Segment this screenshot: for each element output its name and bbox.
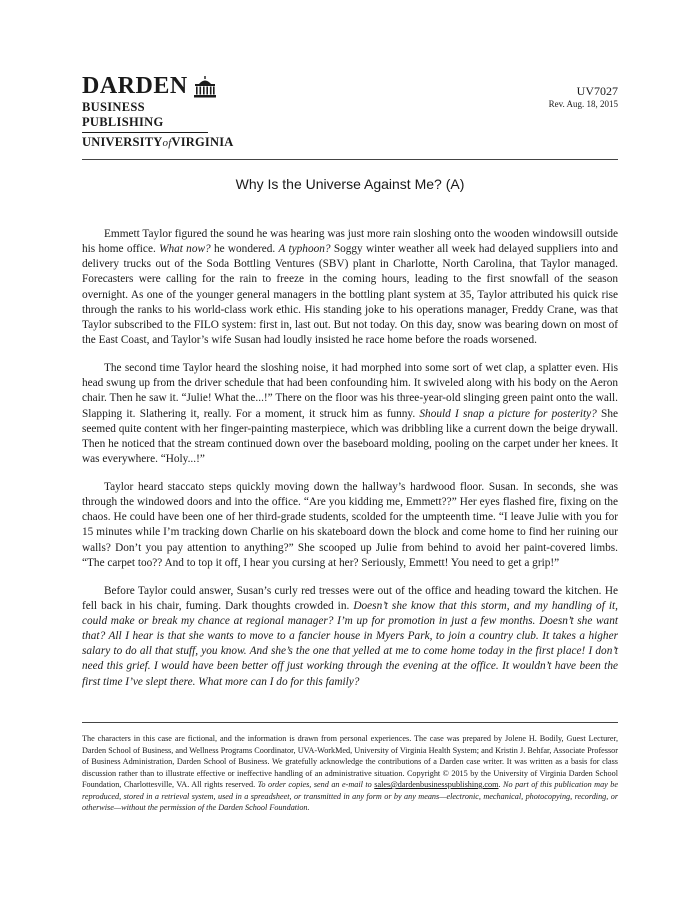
- case-title: Why Is the Universe Against Me? (A): [235, 176, 465, 192]
- paragraph-4: [82, 584, 618, 690]
- email-link[interactable]: sales@dardenbusinesspublishing.com: [374, 780, 499, 789]
- logo-virginia: VIRGINIA: [171, 135, 234, 149]
- logo-university-of-virginia: [82, 135, 234, 150]
- p1-text-a: Emmett Taylor figured the sound he was hearing was just more rain sloshing onto the wooden windowsill outside his home office.: [82, 228, 618, 256]
- rotunda-icon: [192, 76, 218, 98]
- p1-italic-2: A typhoon?: [278, 243, 331, 256]
- p1-text-b: he wondered.: [210, 243, 279, 256]
- footnote-italic-1: To order copies, send an e-mail to: [257, 780, 372, 789]
- logo-business-publishing: BUSINESS PUBLISHING: [82, 100, 164, 129]
- footnote-text-a: The characters in this case are fictional, and the information is drawn from personal experiences. The case was prepared by Jolene H. Bodily, Guest Lecturer, Darden School of Business, and Wellness Programs Coordinator, UVA-WorkMed, University of Virginia Health System; and Kristin J. Behfar, Associate Professor of Business Administration, Darden School of Business. We gratefully acknowledge the contributions of a Darden case writer. It was written as a basis for class discussion rather than to illustrate effective or ineffective handling of an administrative situation. Copyright © 2015 by the University of Virginia Darden School Foundation, Charlottesville, VA. All rights reserved.: [82, 734, 618, 789]
- p2-text-b: She seemed quite content with her finger-painting masterpiece, which was dribbling like a current down the beige drywall. Then he noticed that the stream continued down over the baseboard molding, pooling on the carpet under her knees. It was everywhere. “Holy...!”: [82, 407, 618, 465]
- p2-text-a: The second time Taylor heard the sloshing noise, it had morphed into some sort of wet clap, a splatter even. His head swung up from the driver schedule that had been confounding him. It swiveled along with his body on the Aeron chair. Then he saw it. “Julie! What the...!” There on the floor was his three-year-old slinging green paint onto the wall. Slapping it. Slathering it, really. For a moment, it struck him as funny.: [82, 362, 618, 420]
- header-rule: [82, 159, 618, 160]
- darden-logo: [82, 73, 234, 150]
- paragraph-2: [82, 361, 618, 467]
- footnote-italic-2: No part of this publication may be reproduced, stored in a retrieval system, used in a spreadsheet, or transmitted in any form or by any means—electronic, mechanical, photocopying, recording, or otherwise—without the permission of the Darden School Foundation.: [82, 780, 619, 812]
- case-body: [82, 227, 618, 690]
- p1-italic-1: What now?: [159, 243, 211, 256]
- p1-text-c: Soggy winter weather all week had delayed suppliers into and delivery trucks out of the Soda Bottling Ventures (SBV) plant in Charlotte, North Carolina, that Taylor managed. Forecasters were calling for the rain to freeze in the coming hours, leading to the first snowfall of the season overnight. As one of the younger general managers in the bottling plant system at 35, Taylor attributed his quick rise through the ranks to his world-class work ethic. His standing joke to his operations manager, Freddy Crane, was that Taylor subscribed to the FILO system: first in, last out. But not today. On this day, snow was bearing down on most of the East Coast, and Taylor’s wife Susan had loudly insisted he race home before the roads worsened.: [82, 243, 618, 347]
- logo-darden: DARDEN: [82, 73, 188, 99]
- p2-italic-1: Should I snap a picture for posterity?: [419, 407, 597, 420]
- paragraph-1: [82, 227, 618, 348]
- paragraph-3: Taylor heard staccato steps quickly moving down the hallway’s hardwood floor. Susan. In seconds, she was through the windowed doors and into the office. “Are you kidding me, Emmett??” Her eyes flashed fire, fixing on the chaos. He could have been one of her third-grade students, scolded for the umpteenth time. “I leave Julie with you for 15 minutes while I’m tracking down Charlie on his skateboard down the block and come home to find her ruining our walls? Don’t you pay attention to anything?” She scooped up Julie from behind to avoid her paint-covered limbs. “The carpet too?? And to top it off, I hear you cursing at her? Seriously, Emmett! You need to get a grip!”: [82, 480, 618, 569]
- p4-italic-1: Doesn’t she know that this storm, and my handling of it, could make or break my chance at regional manager? I’m up for promotion in just a few months. Doesn’t she want that? All I hear is that she wants to move to a fancier house in Myers Park, to join a country club. It takes a higher salary to do all that stuff, you know. And she’s the one that yelled at me to come home today in the first place! I don’t need this grief. I would have been better off just working through the evening at the office. It wouldn’t have been the first time I’ve slept there. What more can I do for this family?: [82, 599, 618, 688]
- logo-of: of: [162, 137, 172, 149]
- p4-text-a: Before Taylor could answer, Susan’s curly red tresses were out of the office and heading toward the kitchen. He fell back in his chair, fuming. Dark thoughts crowded in.: [82, 584, 618, 612]
- footnote-text-b: .: [498, 780, 504, 789]
- revision-date: Rev. Aug. 18, 2015: [548, 99, 618, 109]
- logo-divider: [82, 132, 208, 133]
- logo-university: UNIVERSITY: [82, 135, 163, 149]
- footnote: [82, 733, 618, 814]
- case-code: UV7027: [576, 84, 618, 98]
- footnote-rule: [82, 722, 618, 723]
- case-meta: [549, 84, 618, 110]
